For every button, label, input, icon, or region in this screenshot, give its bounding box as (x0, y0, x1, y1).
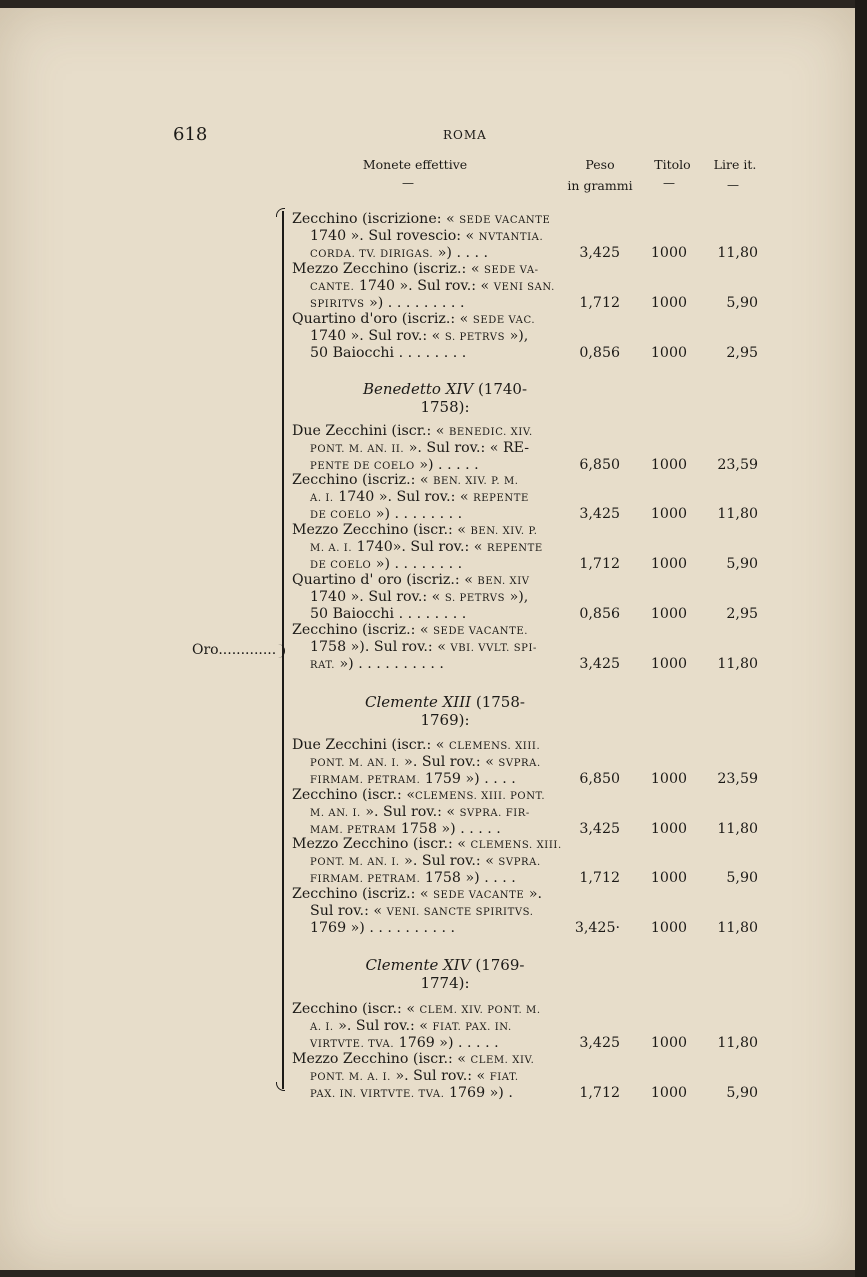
coin-description-line: Mezzo Zecchino (iscr.: « CLEM. XIV. (292, 1051, 535, 1067)
coin-description-line: Mezzo Zecchino (iscr.: « CLEMENS. XIII. (292, 836, 562, 852)
coin-description-line: 50 Baiocchi . . . . . . . . (310, 606, 467, 622)
coin-description-line: DE COELO ») . . . . . . . . (310, 506, 463, 522)
running-head: ROMA (443, 128, 487, 142)
coin-description-line: 1769 ») . . . . . . . . . . (310, 920, 456, 936)
lire-value: 5,90 (726, 295, 758, 311)
section-title-pope: Benedetto XIV (362, 380, 474, 398)
section-title (355, 956, 535, 992)
coin-description-line: Quartino d'oro (iscriz.: « SEDE VAC. (292, 311, 536, 327)
lire-value: 5,90 (726, 556, 758, 572)
col-header-lire: Lire it. (713, 157, 757, 172)
lire-value: 23,59 (717, 771, 758, 787)
coin-description-line: Quartino d' oro (iscriz.: « BEN. XIV (292, 572, 530, 588)
peso-value: 1,712 (579, 295, 620, 311)
lire-value: 11,80 (717, 1035, 758, 1051)
coin-description-line: CORDA. TV. DIRIGAS. ») . . . . (310, 245, 489, 261)
coin-description-line: FIRMAM. PETRAM. 1759 ») . . . . (310, 771, 516, 787)
coin-description-line: 50 Baiocchi . . . . . . . . (310, 345, 467, 361)
section-title (355, 693, 535, 729)
peso-value: 1,712 (579, 1085, 620, 1101)
col-header-titolo: Titolo (654, 157, 691, 172)
titolo-value: 1000 (650, 245, 687, 261)
section-title-pope: Clemente XIV (365, 956, 471, 974)
lire-value: 5,90 (726, 1085, 758, 1101)
titolo-value: 1000 (650, 870, 687, 886)
col-dash-titolo: — (663, 176, 675, 190)
coin-description-line: PENTE DE COELO ») . . . . . (310, 457, 479, 473)
titolo-value: 1000 (650, 920, 687, 936)
coin-description-line: PAX. IN. VIRTVTE. TVA. 1769 ») . (310, 1085, 513, 1101)
coin-description-line: MAM. PETRAM 1758 ») . . . . . (310, 821, 501, 837)
coin-description-line: PONT. M. AN. II. ». Sul rov.: « RE- (310, 440, 530, 456)
coin-description-line: M. AN. I. ». Sul rov.: « SVPRA. FIR- (310, 804, 530, 820)
section-title-years-end: 1774): (420, 974, 470, 992)
coin-description-line: Zecchino (iscr.: « CLEM. XIV. PONT. M. (292, 1001, 541, 1017)
coin-description-line: A. I. 1740 ». Sul rov.: « REPENTE (310, 489, 529, 505)
titolo-value: 1000 (650, 506, 687, 522)
col-header-monete: Monete effettive (362, 157, 468, 172)
coin-description-line: SPIRITVS ») . . . . . . . . . (310, 295, 465, 311)
coin-description-line: Mezzo Zecchino (iscr.: « BEN. XIV. P. (292, 522, 538, 538)
peso-value: 0,856 (579, 606, 620, 622)
coin-description-line: Zecchino (iscrizione: « SEDE VACANTE (292, 211, 551, 227)
section-title-years-end: 1758): (420, 398, 470, 416)
titolo-value: 1000 (650, 656, 687, 672)
brace-tip (276, 644, 285, 658)
section-title-years: (1758- (475, 693, 525, 711)
lire-value: 11,80 (717, 506, 758, 522)
titolo-value: 1000 (650, 345, 687, 361)
page-number: 618 (173, 124, 208, 145)
col-header-peso: Peso (585, 157, 615, 172)
peso-value: 3,425 (579, 821, 620, 837)
lire-value: 11,80 (717, 920, 758, 936)
coin-description-line: A. I. ». Sul rov.: « FIAT. PAX. IN. (310, 1018, 512, 1034)
coin-description-line: Zecchino (iscriz.: « SEDE VACANTE ». (292, 886, 543, 902)
lire-value: 11,80 (717, 656, 758, 672)
titolo-value: 1000 (650, 556, 687, 572)
lire-value: 11,80 (717, 245, 758, 261)
coin-description-line: 1758 »). Sul rov.: « VBI. VVLT. SPI- (310, 639, 538, 655)
titolo-value: 1000 (650, 457, 687, 473)
peso-value: 3,425 (579, 506, 620, 522)
coin-description-line: Due Zecchini (iscr.: « BENEDIC. XIV. (292, 423, 533, 439)
coin-description-line: Zecchino (iscriz.: « BEN. XIV. P. M. (292, 472, 519, 488)
coin-description-line: DE COELO ») . . . . . . . . (310, 556, 463, 572)
titolo-value: 1000 (650, 606, 687, 622)
peso-value: 1,712 (579, 870, 620, 886)
coin-description-line: Zecchino (iscr.: «CLEMENS. XIII. PONT. (292, 787, 546, 803)
brace-bottom (276, 1082, 285, 1091)
peso-value: 3,425 (579, 1035, 620, 1051)
peso-value: 3,425 (579, 245, 620, 261)
col-dash-monete: — (402, 176, 414, 190)
coin-description-line: VIRTVTE. TVA. 1769 ») . . . . . (310, 1035, 499, 1051)
lire-value: 5,90 (726, 870, 758, 886)
page-edge (855, 0, 867, 1277)
coin-description-line: Due Zecchini (iscr.: « CLEMENS. XIII. (292, 737, 541, 753)
coin-description-line: 1740 ». Sul rov.: « S. PETRVS »), (310, 328, 529, 344)
brace-top (276, 208, 285, 217)
section-title-pope: Clemente XIII (365, 693, 472, 711)
section-title-years: (1740- (477, 380, 528, 398)
coin-description-line: 1740 ». Sul rov.: « S. PETRVS »), (310, 589, 529, 605)
col-dash-lire: — (727, 178, 739, 192)
peso-value: 6,850 (579, 771, 620, 787)
col-header-peso-unit: in grammi (567, 178, 633, 193)
coin-description-line: M. A. I. 1740». Sul rov.: « REPENTE (310, 539, 543, 555)
lire-value: 23,59 (717, 457, 758, 473)
coin-description-line: 1740 ». Sul rovescio: « NVTANTIA. (310, 228, 544, 244)
titolo-value: 1000 (650, 821, 687, 837)
book-page (0, 8, 855, 1270)
coin-description-line: PONT. M. A. I. ». Sul rov.: « FIAT. (310, 1068, 519, 1084)
coin-description-line: PONT. M. AN. I. ». Sul rov.: « SVPRA. (310, 853, 541, 869)
coin-description-line: FIRMAM. PETRAM. 1758 ») . . . . (310, 870, 516, 886)
section-title-years: (1769- (475, 956, 525, 974)
section-title (355, 380, 535, 416)
coin-description-line: Sul rov.: « VENI. SANCTE SPIRITVS. (310, 903, 534, 919)
peso-value: 1,712 (579, 556, 620, 572)
peso-value: 3,425· (574, 920, 620, 936)
lire-value: 2,95 (726, 606, 758, 622)
titolo-value: 1000 (650, 1035, 687, 1051)
coin-description-line: RAT. ») . . . . . . . . . . (310, 656, 444, 672)
titolo-value: 1000 (650, 295, 687, 311)
coin-description-line: Mezzo Zecchino (iscriz.: « SEDE VA- (292, 261, 539, 277)
titolo-value: 1000 (650, 771, 687, 787)
coin-description-line: PONT. M. AN. I. ». Sul rov.: « SVPRA. (310, 754, 541, 770)
lire-value: 11,80 (717, 821, 758, 837)
coin-description-line: Zecchino (iscriz.: « SEDE VACANTE. (292, 622, 529, 638)
peso-value: 6,850 (579, 457, 620, 473)
metal-label: Oro............. (192, 642, 277, 658)
peso-value: 3,425 (579, 656, 620, 672)
coin-description-line: CANTE. 1740 ». Sul rov.: « VENI SAN. (310, 278, 555, 294)
lire-value: 2,95 (726, 345, 758, 361)
peso-value: 0,856 (579, 345, 620, 361)
section-title-years-end: 1769): (420, 711, 470, 729)
titolo-value: 1000 (650, 1085, 687, 1101)
